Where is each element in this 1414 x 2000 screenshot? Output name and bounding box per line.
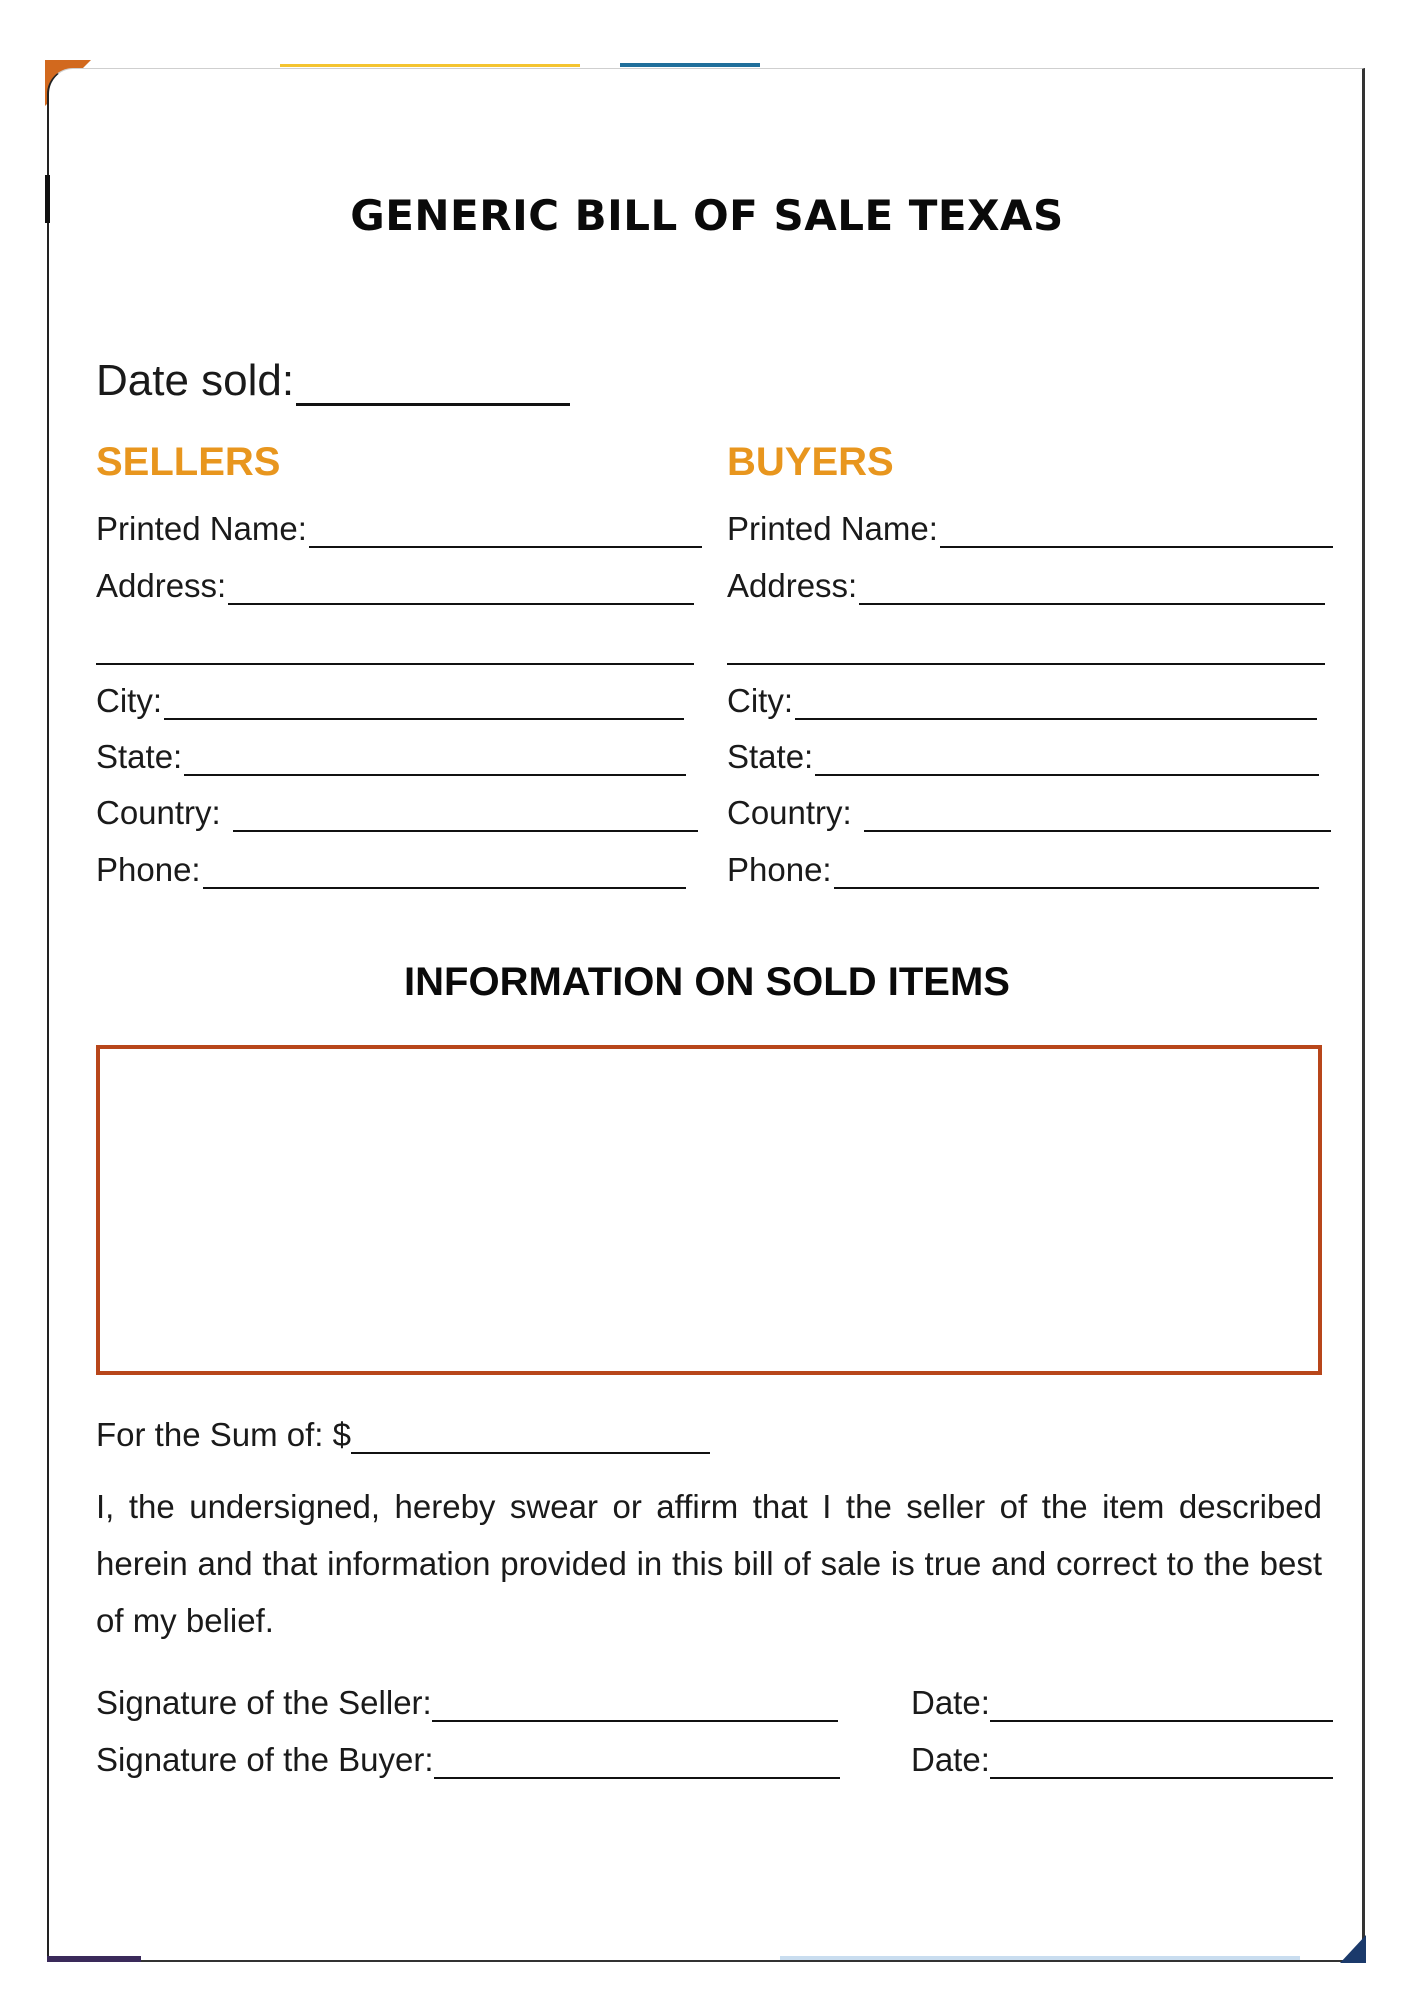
buyer-address-line2[interactable] [727,633,1325,665]
affirmation-text: I, the undersigned, hereby swear or affirm that I the seller of the item described herein and that information provided in this bill of sale is true and correct to the best of my belief. [96,1488,1322,1639]
seller-signature-line[interactable] [432,1690,838,1722]
decorative-streak-top-blue [620,63,760,67]
buyer-phone-line[interactable] [834,857,1319,889]
buyer-city-label: City: [727,682,793,719]
seller-signature-label: Signature of the Seller: [96,1684,432,1721]
sum-label: For the Sum of: $ [96,1416,351,1453]
seller-printed-name-field[interactable] [96,510,702,548]
seller-country-field[interactable] [96,794,698,832]
buyer-address-field[interactable] [727,567,1325,605]
items-section-title: INFORMATION ON SOLD ITEMS [404,960,1010,1004]
date-sold-label: Date sold: [96,356,295,405]
seller-printed-name-label: Printed Name: [96,510,307,547]
seller-phone-line[interactable] [203,857,686,889]
seller-state-line[interactable] [184,744,686,776]
buyer-phone-label: Phone: [727,851,832,888]
buyer-city-field[interactable] [727,682,1317,720]
buyer-country-field[interactable] [727,794,1331,832]
seller-date-line[interactable] [990,1690,1333,1722]
buyers-heading: BUYERS [727,440,894,484]
buyer-signature-line[interactable] [434,1747,840,1779]
decorative-streak-top-yellow [280,64,580,67]
seller-date-field[interactable] [911,1684,1333,1722]
decorative-streak-bottom [780,1956,1300,1960]
decorative-corner-bottom-left [47,1956,141,1962]
buyer-signature-field[interactable] [96,1741,840,1779]
date-sold-field[interactable] [96,356,570,406]
buyer-date-line[interactable] [990,1747,1333,1779]
buyer-country-label: Country: [727,794,852,831]
buyer-printed-name-line[interactable] [940,516,1333,548]
buyer-state-field[interactable] [727,738,1319,776]
buyer-signature-label: Signature of the Buyer: [96,1741,434,1778]
seller-date-label: Date: [911,1684,990,1721]
seller-state-field[interactable] [96,738,686,776]
seller-state-label: State: [96,738,183,775]
sellers-heading: SELLERS [96,440,281,484]
seller-address-line[interactable] [228,573,694,605]
seller-phone-field[interactable] [96,851,686,889]
buyer-address-label: Address: [727,567,858,604]
buyer-state-line[interactable] [815,744,1319,776]
seller-address-line2[interactable] [96,633,694,665]
seller-signature-field[interactable] [96,1684,838,1722]
buyer-state-label: State: [727,738,814,775]
buyer-date-field[interactable] [911,1741,1333,1779]
buyer-address-line2-field[interactable] [727,633,1325,665]
buyer-address-line[interactable] [859,573,1325,605]
form-sheet [47,68,1365,1962]
sum-line[interactable] [351,1422,710,1454]
seller-address-label: Address: [96,567,227,604]
seller-address-field[interactable] [96,567,694,605]
sold-items-box[interactable] [96,1045,1322,1375]
buyer-country-line[interactable] [864,800,1331,832]
buyer-date-label: Date: [911,1741,990,1778]
document-title: GENERIC BILL OF SALE TEXAS [350,191,1064,240]
buyer-printed-name-label: Printed Name: [727,510,938,547]
seller-city-field[interactable] [96,682,684,720]
seller-city-label: City: [96,682,162,719]
date-sold-line[interactable] [296,363,570,406]
buyer-city-line[interactable] [795,688,1317,720]
seller-address-line2-field[interactable] [96,633,694,665]
buyer-printed-name-field[interactable] [727,510,1333,548]
sum-field[interactable] [96,1416,710,1454]
seller-city-line[interactable] [164,688,684,720]
seller-country-line[interactable] [233,800,698,832]
buyer-phone-field[interactable] [727,851,1319,889]
seller-printed-name-line[interactable] [309,516,702,548]
seller-country-label: Country: [96,794,221,831]
seller-phone-label: Phone: [96,851,201,888]
